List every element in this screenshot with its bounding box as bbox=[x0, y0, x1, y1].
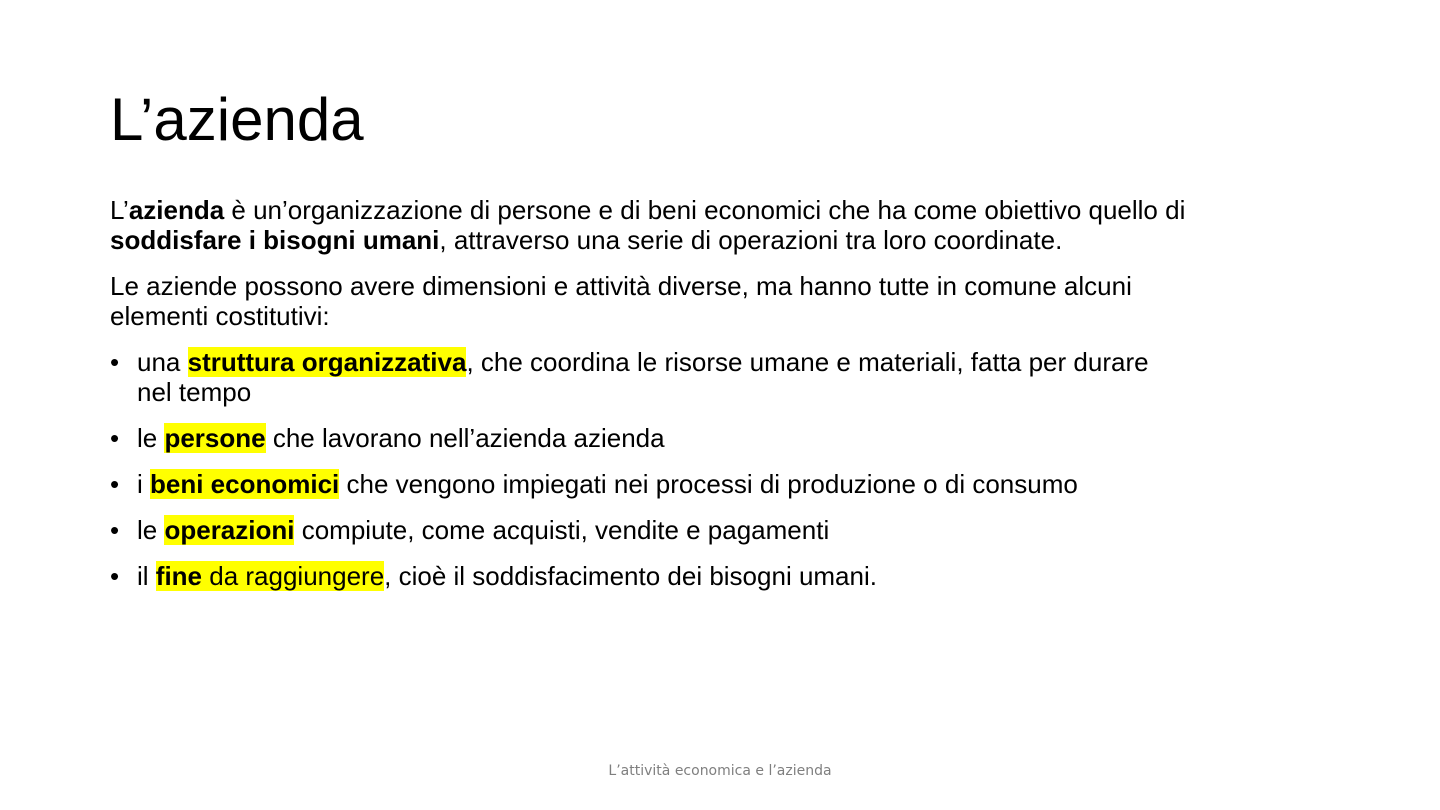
bullet-pre: le bbox=[137, 515, 165, 545]
intro-bold-azienda: azienda bbox=[128, 195, 225, 225]
intro-bold-bisogni: soddisfare i bisogni umani bbox=[110, 225, 440, 255]
bullet-icon: • bbox=[110, 561, 120, 591]
bullet-pre: le bbox=[137, 423, 165, 453]
intro-text-3: , attraverso una serie di operazioni tra loro coordinate. bbox=[439, 225, 1063, 255]
bullet-highlight bbox=[156, 561, 384, 591]
bullet-icon: • bbox=[110, 469, 120, 499]
slide-footer: L’attività economica e l’azienda bbox=[608, 763, 832, 779]
list-item bbox=[110, 561, 1190, 591]
bullet-highlight: operazioni bbox=[164, 515, 295, 545]
bullet-highlight: beni economici bbox=[150, 469, 340, 499]
bullet-post: che vengono impiegati nei processi di produzione o di consumo bbox=[339, 469, 1078, 499]
list-item bbox=[110, 347, 1190, 407]
slide-body bbox=[110, 195, 1190, 607]
bullet-pre: il bbox=[137, 561, 156, 591]
bullet-icon: • bbox=[110, 347, 120, 377]
list-item bbox=[110, 423, 1190, 453]
bullet-icon: • bbox=[110, 515, 120, 545]
bullet-post: compiute, come acquisti, vendite e pagamenti bbox=[294, 515, 830, 545]
elements-list bbox=[110, 347, 1190, 591]
bullet-highlight: persone bbox=[164, 423, 266, 453]
elements-paragraph: Le aziende possono avere dimensioni e attività diverse, ma hanno tutte in comune alcuni elementi costitutivi: bbox=[110, 271, 1132, 331]
bullet-icon: • bbox=[110, 423, 120, 453]
bullet-post: , cioè il soddisfacimento dei bisogni umani. bbox=[384, 561, 877, 591]
bullet-pre: i bbox=[137, 469, 150, 499]
bullet-highlight-rest: da raggiungere bbox=[202, 561, 385, 591]
intro-text-1: L’ bbox=[110, 195, 129, 225]
intro-text-2: è un’organizzazione di persone e di beni economici che ha come obiettivo quello di bbox=[224, 195, 1186, 225]
bullet-post: che lavorano nell’azienda azienda bbox=[265, 423, 665, 453]
bullet-post: , che coordina le risorse umane e materiali, fatta per durare nel tempo bbox=[137, 347, 1149, 407]
bullet-highlight: struttura organizzativa bbox=[187, 347, 467, 377]
slide-title: L’azienda bbox=[110, 86, 364, 153]
bullet-highlight-bold: fine bbox=[155, 561, 203, 591]
intro-paragraph bbox=[110, 195, 1190, 255]
list-item bbox=[110, 515, 1190, 545]
list-item bbox=[110, 469, 1190, 499]
bullet-pre: una bbox=[137, 347, 188, 377]
